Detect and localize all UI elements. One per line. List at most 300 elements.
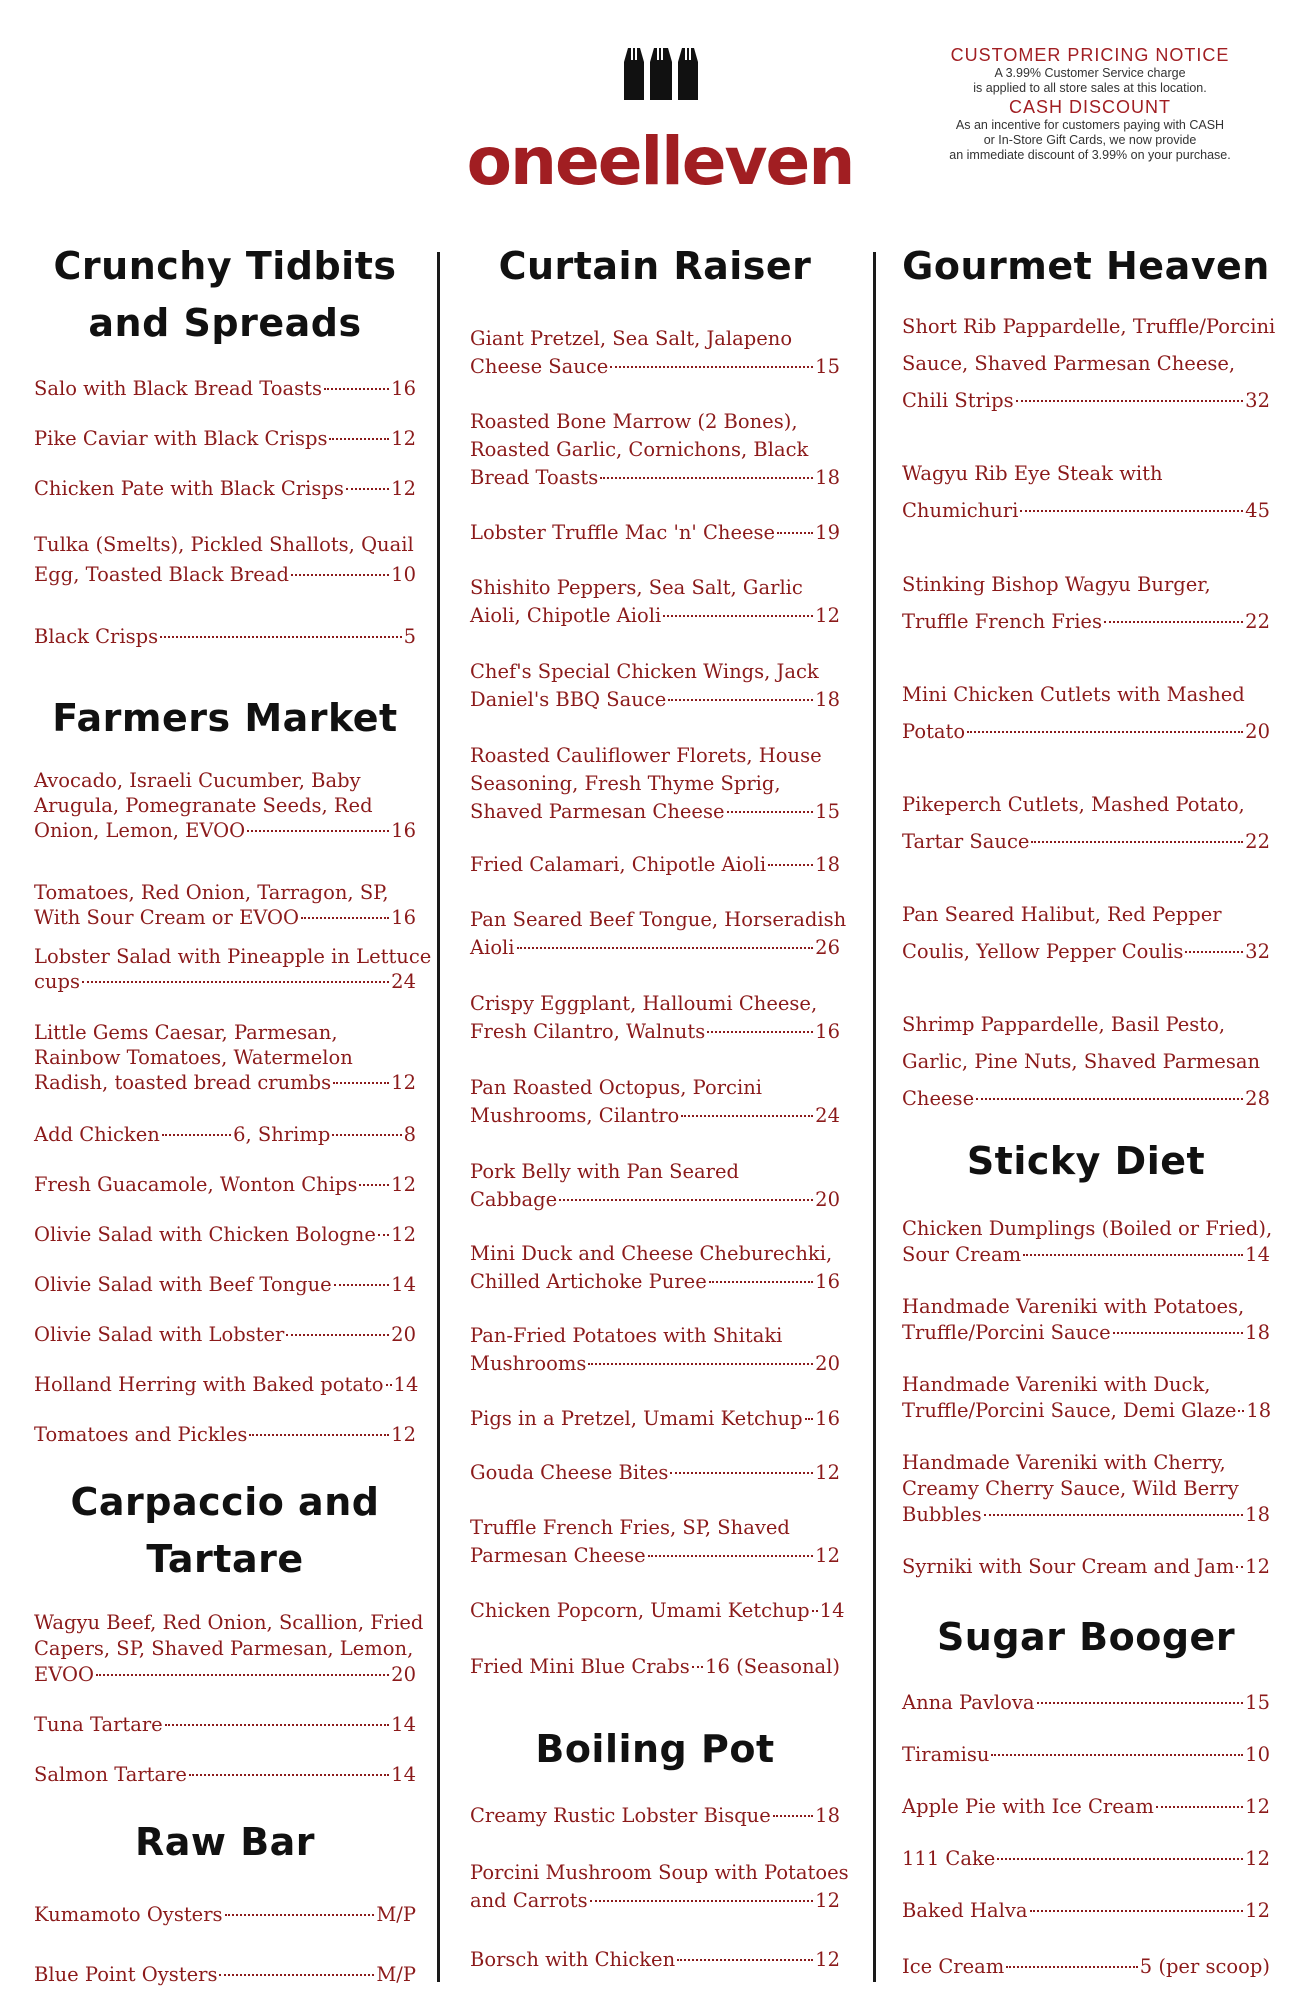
menu-item-name: Short Rib Pappardelle, Truffle/Porcini [902, 315, 1276, 338]
menu-item [470, 852, 840, 878]
menu-item-price: 12 [391, 1223, 416, 1246]
menu-item-price: 20 [391, 1323, 416, 1346]
menu-item-name: Pigs in a Pretzel, Umami Ketchup [470, 1407, 803, 1430]
menu-item-price: 15 [815, 355, 840, 378]
dot-leader [1006, 1966, 1137, 1968]
menu-item-price: 20 [815, 1188, 840, 1211]
menu-item-price: 15 [815, 800, 840, 823]
dot-leader [805, 1418, 814, 1420]
menu-item [34, 1172, 416, 1198]
menu-item [34, 1902, 416, 1928]
menu-item-name: Creamy Cherry Sauce, Wild Berry [902, 1477, 1239, 1500]
section-title-line: Boiling Pot [535, 1727, 775, 1771]
menu-item-price: 26 [815, 936, 840, 959]
menu-item [470, 742, 840, 826]
menu-item-price: 45 [1245, 499, 1270, 522]
dot-leader [329, 438, 389, 440]
menu-item-name: Cheese [902, 1087, 975, 1110]
menu-item-name: Chumichuri [902, 499, 1019, 522]
menu-item-price: 12 [1245, 1555, 1270, 1578]
section-title [34, 690, 416, 747]
menu-item [902, 896, 1270, 970]
menu-item-name: Garlic, Pine Nuts, Shaved Parmesan [902, 1050, 1261, 1073]
section-title-line: and Spreads [88, 301, 362, 345]
dot-leader [1020, 510, 1243, 512]
menu-item [34, 1020, 416, 1095]
menu-item-name: Aioli [470, 936, 515, 959]
menu-item-name: Ice Cream [902, 1955, 1005, 1978]
menu-item-name: Add Chicken [34, 1123, 160, 1146]
section-title-line: Gourmet Heaven [902, 244, 1270, 288]
menu-item [34, 1712, 416, 1738]
dot-leader [997, 1858, 1243, 1860]
dot-leader [165, 1724, 389, 1726]
menu-item [470, 1514, 840, 1570]
menu-item-name: Borsch with Chicken [470, 1948, 676, 1971]
dot-leader [386, 1384, 392, 1386]
dot-leader [1156, 1806, 1243, 1808]
section-title [902, 1609, 1270, 1666]
menu-item-name: Parmesan Cheese [470, 1544, 646, 1567]
menu-item [902, 1006, 1270, 1117]
menu-item [902, 1372, 1270, 1424]
menu-item-price: 20 [1245, 720, 1270, 743]
menu-item-price: 16 [815, 1020, 840, 1043]
dot-leader [1238, 1410, 1244, 1412]
menu-item [34, 944, 432, 994]
menu-item-price: 6, Shrimp [233, 1123, 331, 1146]
menu-item-price: 22 [1245, 610, 1270, 633]
menu-item-name: Shaved Parmesan Cheese [470, 800, 725, 823]
menu-item-name: Pan Roasted Octopus, Porcini [470, 1076, 763, 1099]
menu-item-name: Pan Seared Beef Tongue, Horseradish [470, 908, 847, 931]
forks-logo-icon [618, 44, 704, 100]
dot-leader [1104, 621, 1243, 623]
menu-item [902, 308, 1276, 419]
menu-item-price: 14 [391, 1273, 416, 1296]
menu-item-price: 14 [819, 1599, 845, 1622]
menu-item-price: 12 [815, 1889, 840, 1912]
menu-item-name: Seasoning, Fresh Thyme Sprig, [470, 772, 781, 795]
menu-item-price: 12 [815, 1948, 840, 1971]
menu-item-price: M/P [376, 1963, 416, 1986]
menu-item-name: Baked Halva [902, 1899, 1028, 1922]
dot-leader [590, 1900, 814, 1902]
section-title-line: Curtain Raiser [498, 244, 812, 288]
menu-item [34, 1372, 419, 1398]
section-title [470, 238, 840, 295]
menu-item-name: Egg, Toasted Black Bread [34, 563, 289, 586]
menu-item-price: 16 [391, 377, 416, 400]
menu-item-price: 18 [815, 466, 840, 489]
menu-item [902, 676, 1270, 750]
notice-line: A 3.99% Customer Service charge [994, 66, 1186, 80]
dot-leader [517, 947, 814, 949]
menu-item-name: Creamy Rustic Lobster Bisque [470, 1804, 771, 1827]
menu-item-price: 18 [815, 688, 840, 711]
menu-item-name: Chicken Dumplings (Boiled or Fried), [902, 1217, 1273, 1240]
menu-item-price: 28 [1245, 1087, 1270, 1110]
menu-item-name: Roasted Garlic, Cornichons, Black [470, 438, 809, 461]
menu-item-price: 19 [815, 521, 840, 544]
menu-item-price: 12 [1245, 1899, 1270, 1922]
menu-item [34, 1272, 416, 1298]
menu-item-price: 24 [391, 970, 416, 993]
section-title [470, 1721, 840, 1778]
dot-leader [162, 1134, 231, 1136]
cash-discount-title: CASH DISCOUNT [1008, 97, 1171, 117]
section-title [34, 1474, 416, 1588]
menu-item-name: Tartar Sauce [902, 830, 1030, 853]
dot-leader [777, 532, 813, 534]
menu-item-price: 20 [815, 1352, 840, 1375]
menu-item-price: 12 [391, 427, 416, 450]
menu-item-price: 5 (per scoop) [1139, 1955, 1270, 1978]
menu-item-name: and Carrots [470, 1889, 588, 1912]
menu-item [902, 1898, 1270, 1924]
menu-item [902, 1846, 1270, 1872]
menu-item-name: Handmade Vareniki with Duck, [902, 1373, 1211, 1396]
dot-leader [96, 1674, 389, 1676]
menu-item-name: Arugula, Pomegranate Seeds, Red [34, 794, 373, 817]
dot-leader [610, 366, 813, 368]
section-title-line: Sticky Diet [966, 1139, 1206, 1183]
menu-item-price: 18 [1245, 1503, 1270, 1526]
menu-item-name: Wagyu Beef, Red Onion, Scallion, Fried [34, 1611, 424, 1634]
menu-item-name: Truffle/Porcini Sauce [902, 1321, 1111, 1344]
menu-item-price: 5 [403, 625, 416, 648]
dot-leader [219, 1974, 374, 1976]
logo-text: oneelleven [466, 123, 854, 200]
menu-item [902, 1450, 1270, 1528]
menu-item [902, 1954, 1270, 1980]
menu-item-price: 12 [391, 1423, 416, 1446]
section-title [34, 1814, 416, 1871]
menu-item-price: 14 [391, 1713, 416, 1736]
dot-leader [976, 1098, 1243, 1100]
section-title-line: Sugar Booger [936, 1615, 1236, 1659]
dot-leader [1030, 1910, 1244, 1912]
dot-leader [559, 1199, 813, 1201]
menu-item [470, 658, 840, 714]
menu-item-price: 16 [815, 1407, 840, 1430]
dot-leader [663, 615, 813, 617]
section-title-line: Raw Bar [134, 1820, 316, 1864]
menu-item-price: 18 [1246, 1399, 1272, 1422]
menu-item-name: Mini Duck and Cheese Cheburechki, [470, 1242, 833, 1265]
dot-leader [247, 830, 389, 832]
menu-item-name: Truffle French Fries, SP, Shaved [470, 1516, 790, 1539]
menu-item [470, 1322, 840, 1378]
menu-item-name: Mushrooms, Cilantro [470, 1104, 680, 1127]
menu-item-name: Salmon Tartare [34, 1763, 187, 1786]
menu-item-name: Sauce, Shaved Parmesan Cheese, [902, 352, 1236, 375]
restaurant-logo [440, 44, 880, 200]
menu-item [470, 1406, 840, 1432]
menu-item-name: Sour Cream [902, 1243, 1022, 1266]
menu-item [470, 325, 840, 381]
dot-leader [225, 1914, 375, 1916]
menu-item-name: Bubbles [902, 1503, 982, 1526]
menu-item-name: Tulka (Smelts), Pickled Shallots, Quail [34, 533, 414, 556]
dot-leader [1113, 1332, 1244, 1334]
menu-item-name: Kumamoto Oysters [34, 1903, 223, 1926]
menu-item [470, 574, 840, 630]
logo-wordmark [440, 114, 880, 204]
dot-leader [249, 1434, 389, 1436]
menu-item-price: 12 [391, 1173, 416, 1196]
section-title-line: Carpaccio and [70, 1480, 380, 1524]
menu-item-name: Shishito Peppers, Sea Salt, Garlic [470, 576, 803, 599]
menu-item [902, 455, 1270, 529]
dot-leader [1023, 1254, 1243, 1256]
menu-item-name: Truffle/Porcini Sauce, Demi Glaze [902, 1399, 1237, 1422]
menu-item-name: Chicken Pate with Black Crisps [34, 477, 344, 500]
menu-item-name: Potato [902, 720, 966, 743]
menu-item-name: Chicken Popcorn, Umami Ketchup [470, 1599, 810, 1622]
section-title [902, 238, 1270, 295]
menu-item [470, 1598, 845, 1624]
menu-item [34, 768, 416, 843]
menu-item-name: Black Crisps [34, 625, 159, 648]
section-title-line: Tartare [146, 1537, 304, 1581]
menu-item-name: Shrimp Pappardelle, Basil Pesto, [902, 1013, 1226, 1036]
menu-item [34, 1222, 416, 1248]
menu-item-price: 16 [391, 819, 416, 842]
menu-item-name: 111 Cake [902, 1847, 996, 1870]
menu-item-name: Tiramisu [902, 1743, 990, 1766]
menu-item-name: Tomatoes and Pickles [34, 1423, 248, 1446]
menu-item-price: 18 [815, 853, 840, 876]
menu-item [902, 1690, 1270, 1716]
menu-item [470, 1074, 840, 1130]
dot-leader [333, 1082, 389, 1084]
dot-leader [332, 1134, 401, 1136]
menu-item-price: 12 [815, 1461, 840, 1484]
menu-item [34, 530, 416, 590]
menu-item-name: Pan-Fried Potatoes with Shitaki [470, 1324, 783, 1347]
menu-item-price: 12 [1245, 1795, 1270, 1818]
menu-item [470, 1859, 849, 1915]
menu-item-name: Bread Toasts [470, 466, 599, 489]
dot-leader [359, 1184, 389, 1186]
menu-item-name: Porcini Mushroom Soup with Potatoes [470, 1861, 849, 1884]
menu-item-name: Giant Pretzel, Sea Salt, Jalapeno [470, 327, 793, 350]
menu-item-price: 24 [815, 1104, 840, 1127]
menu-item-name: Blue Point Oysters [34, 1963, 218, 1986]
menu-item [902, 1794, 1270, 1820]
dot-leader [727, 811, 814, 813]
menu-item [34, 476, 416, 502]
menu-item-name: Chef's Special Chicken Wings, Jack [470, 660, 819, 683]
menu-item-price: 12 [391, 1071, 416, 1094]
notice-line: an immediate discount of 3.99% on your purchase. [949, 148, 1231, 162]
dot-leader [346, 488, 389, 490]
menu-item-name: Handmade Vareniki with Cherry, [902, 1451, 1226, 1474]
column-divider [873, 252, 876, 1982]
menu-item-name: Lobster Salad with Pineapple in Lettuce [34, 945, 432, 968]
dot-leader [1016, 400, 1244, 402]
menu-item-price: 14 [1245, 1243, 1270, 1266]
column-divider [437, 252, 440, 1982]
menu-item-name: Daniel's BBQ Sauce [470, 688, 667, 711]
menu-item-name: Pan Seared Halibut, Red Pepper [902, 903, 1222, 926]
menu-item-price: 18 [815, 1804, 840, 1827]
menu-item [34, 426, 416, 452]
menu-item [470, 408, 840, 492]
menu-item-name: Coulis, Yellow Pepper Coulis [902, 940, 1184, 963]
menu-item-name: Fresh Guacamole, Wonton Chips [34, 1173, 358, 1196]
dot-leader [773, 1815, 813, 1817]
menu-item-name: Salo with Black Bread Toasts [34, 377, 323, 400]
menu-item [470, 990, 840, 1046]
menu-item [34, 1610, 424, 1688]
menu-item-name: Radish, toasted bread crumbs [34, 1071, 332, 1094]
dot-leader [707, 1031, 813, 1033]
menu-item-price: 32 [1245, 389, 1270, 412]
menu-item-price: 14 [391, 1763, 416, 1786]
menu-item-name: Rainbow Tomatoes, Watermelon [34, 1046, 353, 1069]
menu-item [902, 1742, 1270, 1768]
menu-item-name: Mini Chicken Cutlets with Mashed [902, 683, 1245, 706]
menu-item [470, 1460, 840, 1486]
menu-item [34, 1322, 416, 1348]
section-title [902, 1133, 1270, 1190]
menu-item [34, 880, 416, 930]
menu-item [902, 1554, 1270, 1580]
menu-item-name: Aioli, Chipotle Aioli [470, 604, 662, 627]
menu-item-name: Tomatoes, Red Onion, Tarragon, SP, [34, 881, 389, 904]
menu-item-name: Stinking Bishop Wagyu Burger, [902, 573, 1211, 596]
menu-item-name: Syrniki with Sour Cream and Jam [902, 1555, 1235, 1578]
dot-leader [324, 388, 389, 390]
menu-item-name: Avocado, Israeli Cucumber, Baby [34, 769, 361, 792]
dot-leader [991, 1754, 1243, 1756]
menu-item-name: Lobster Truffle Mac 'n' Cheese [470, 521, 776, 544]
dot-leader [1031, 841, 1243, 843]
dot-leader [984, 1514, 1244, 1516]
menu-item-name: Wagyu Rib Eye Steak with [902, 462, 1163, 485]
dot-leader [588, 1363, 813, 1365]
menu-item-price: 8 [403, 1123, 416, 1146]
notice-title: CUSTOMER PRICING NOTICE [950, 45, 1230, 65]
menu-item-name: Onion, Lemon, EVOO [34, 819, 246, 842]
menu-item-name: Olivie Salad with Lobster [34, 1323, 285, 1346]
menu-item [470, 1158, 840, 1214]
dot-leader [334, 1284, 389, 1286]
menu-item [34, 1422, 416, 1448]
dot-leader [1236, 1566, 1243, 1568]
menu-item [34, 1762, 416, 1788]
menu-item-name: Holland Herring with Baked potato [34, 1373, 384, 1396]
dot-leader [668, 699, 813, 701]
dot-leader [967, 731, 1243, 733]
notice-line: As an incentive for customers paying with CASH [955, 118, 1225, 132]
menu-item-name: Handmade Vareniki with Potatoes, [902, 1295, 1245, 1318]
dot-leader [677, 1959, 813, 1961]
menu-item [470, 520, 840, 546]
dot-leader [670, 1472, 813, 1474]
menu-item-name: Crispy Eggplant, Halloumi Cheese, [470, 992, 818, 1015]
menu-item-name: Olivie Salad with Beef Tongue [34, 1273, 332, 1296]
menu-item-name: Cheese Sauce [470, 355, 609, 378]
menu-item-name: Capers, SP, Shaved Parmesan, Lemon, [34, 1637, 414, 1660]
dot-leader [160, 636, 401, 638]
menu-item-name: Roasted Bone Marrow (2 Bones), [470, 410, 798, 433]
menu-item-price: 10 [391, 563, 416, 586]
menu-item-price: 16 (Seasonal) [705, 1655, 840, 1678]
menu-item-price: 14 [393, 1373, 419, 1396]
menu-item [34, 624, 416, 650]
menu-item-price: 12 [391, 477, 416, 500]
pricing-notice [900, 44, 1280, 163]
menu-item-name: Apple Pie with Ice Cream [902, 1795, 1154, 1818]
dot-leader [291, 574, 389, 576]
menu-item-name: Fried Mini Blue Crabs [470, 1655, 690, 1678]
menu-item-price: 12 [815, 1544, 840, 1567]
dot-leader [82, 981, 389, 983]
menu-item-name: Pikeperch Cutlets, Mashed Potato, [902, 793, 1245, 816]
menu-item [902, 566, 1270, 640]
menu-item-name: Fried Calamari, Chipotle Aioli [470, 853, 767, 876]
menu-item-price: 22 [1245, 830, 1270, 853]
menu-item-name: Fresh Cilantro, Walnuts [470, 1020, 706, 1043]
menu-item-name: Chilled Artichoke Puree [470, 1270, 707, 1293]
menu-item [470, 906, 847, 962]
section-title-line: Farmers Market [52, 696, 398, 740]
menu-item-price: M/P [376, 1903, 416, 1926]
dot-leader [768, 864, 813, 866]
dot-leader [301, 917, 389, 919]
dot-leader [1185, 951, 1243, 953]
menu-item [470, 1803, 840, 1829]
menu-item-name: Pork Belly with Pan Seared [470, 1160, 739, 1183]
menu-item-name: Roasted Cauliflower Florets, House [470, 744, 822, 767]
menu-item-name: Olivie Salad with Chicken Bologne [34, 1223, 376, 1246]
notice-line: is applied to all store sales at this location. [973, 81, 1207, 95]
menu-item-name: Gouda Cheese Bites [470, 1461, 669, 1484]
menu-item [470, 1654, 840, 1680]
menu-item [470, 1947, 840, 1973]
menu-item-name: Anna Pavlova [902, 1691, 1035, 1714]
dot-leader [648, 1555, 813, 1557]
menu-item-name: Pike Caviar with Black Crisps [34, 427, 328, 450]
section-title-line: Crunchy Tidbits [53, 244, 397, 288]
menu-item [470, 1240, 840, 1296]
dot-leader [1037, 1702, 1244, 1704]
menu-item-name: With Sour Cream or EVOO [34, 906, 300, 929]
dot-leader [189, 1774, 389, 1776]
menu-item-name: Little Gems Caesar, Parmesan, [34, 1021, 338, 1044]
dot-leader [709, 1281, 813, 1283]
dot-leader [812, 1610, 818, 1612]
menu-item-name: Tuna Tartare [34, 1713, 163, 1736]
dot-leader [600, 477, 813, 479]
menu-item-price: 10 [1245, 1743, 1270, 1766]
menu-item-name: Truffle French Fries [902, 610, 1102, 633]
menu-item-price: 32 [1245, 940, 1270, 963]
menu-item [902, 786, 1270, 860]
menu-item-name: Cabbage [470, 1188, 558, 1211]
menu-item-price: 16 [391, 906, 416, 929]
dot-leader [692, 1666, 703, 1668]
dot-leader [286, 1334, 389, 1336]
menu-item [34, 1962, 416, 1988]
notice-line: or In-Store Gift Cards, we now provide [983, 133, 1197, 147]
menu-item-name: Mushrooms [470, 1352, 587, 1375]
dot-leader [681, 1115, 813, 1117]
menu-item-price: 15 [1245, 1691, 1270, 1714]
